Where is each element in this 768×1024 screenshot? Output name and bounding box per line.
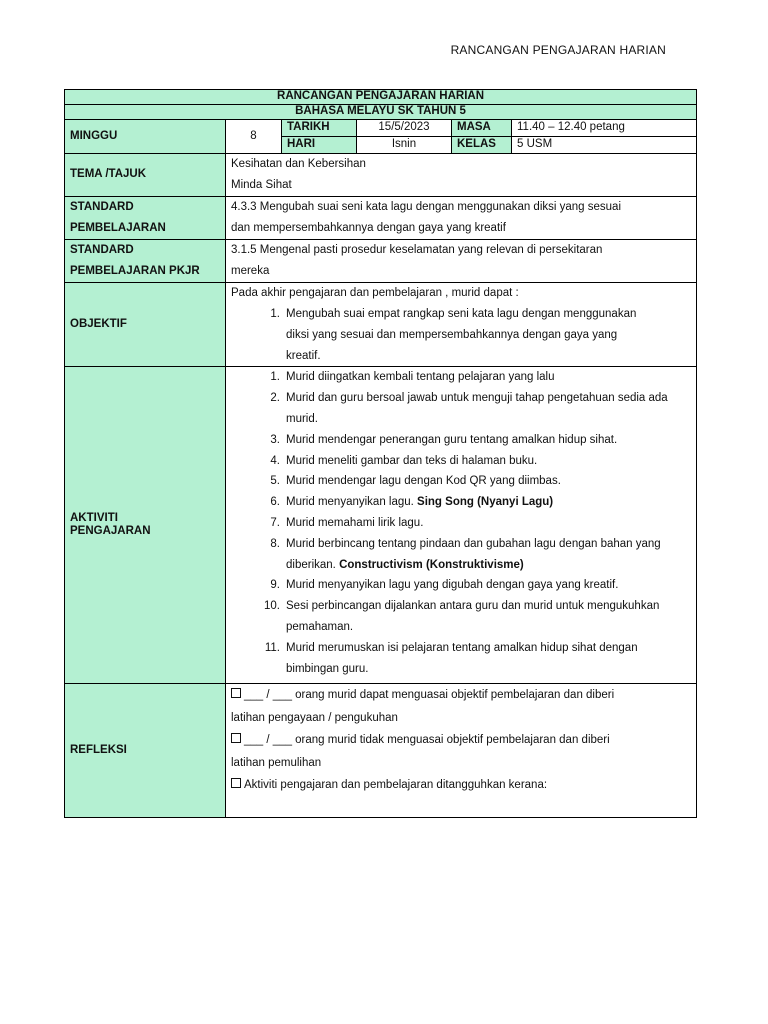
objektif-item-line: kreatif. — [286, 349, 321, 362]
aktiviti-item-plain: Murid mendengar lagu dengan Kod QR yang diimbas. — [286, 475, 561, 488]
minggu-label: MINGGU — [65, 120, 226, 154]
hari-value: Isnin — [357, 137, 452, 154]
plan-title: RANCANGAN PENGAJARAN HARIAN — [65, 90, 697, 105]
aktiviti-item-number: 8. — [270, 537, 280, 550]
kelas-label: KELAS — [452, 137, 512, 154]
aktiviti-item-plain: Murid mendengar penerangan guru tentang amalkan hidup sihat. — [286, 433, 618, 446]
aktiviti-item-text — [286, 471, 691, 492]
aktiviti-item-number: 10. — [264, 600, 280, 613]
refleksi-text: Aktiviti pengajaran dan pembelajaran ditangguhkan kerana: — [244, 779, 548, 792]
aktiviti-item-plain: Murid berbincang tentang pindaan dan gubahan lagu dengan bahan yang diberikan. — [286, 537, 661, 571]
aktiviti-item-text — [286, 638, 691, 680]
aktiviti-item-text — [286, 534, 691, 576]
aktiviti-content — [226, 367, 697, 684]
aktiviti-item-number: 9. — [270, 579, 280, 592]
refleksi-line — [231, 774, 691, 797]
standard-label — [65, 197, 226, 240]
aktiviti-item-number: 1. — [270, 371, 280, 384]
refleksi-row — [65, 684, 697, 818]
info-row-1 — [65, 120, 697, 137]
pkjr-line: mereka — [231, 265, 270, 277]
standard-content — [226, 197, 697, 240]
aktiviti-item-plain: Murid dan guru bersoal jawab untuk menguji tahap pengetahuan sedia ada murid. — [286, 392, 668, 425]
objektif-list — [231, 304, 691, 366]
aktiviti-item-number: 2. — [270, 392, 280, 405]
aktiviti-item — [231, 471, 691, 492]
tarikh-label: TARIKH — [282, 120, 357, 137]
aktiviti-item-plain: Murid memahami lirik lagu. — [286, 516, 424, 529]
objektif-row — [65, 283, 697, 367]
aktiviti-item-plain: Sesi perbincangan dijalankan antara guru dan murid untuk mengukuhkan pemahaman. — [286, 600, 660, 633]
aktiviti-item-number: 3. — [270, 433, 280, 446]
masa-value: 11.40 – 12.40 petang — [512, 120, 697, 137]
aktiviti-label-line: PENGAJARAN — [70, 525, 151, 538]
aktiviti-item-strategy: Constructivism (Konstruktivisme) — [339, 558, 524, 571]
hari-label: HARI — [282, 137, 357, 154]
pkjr-line: 3.1.5 Mengenal pasti prosedur keselamatan yang relevan di persekitaran — [231, 244, 603, 256]
aktiviti-item — [231, 513, 691, 534]
aktiviti-row — [65, 367, 697, 684]
aktiviti-item-text — [286, 430, 691, 451]
objektif-item-text — [286, 304, 691, 366]
standard-row — [65, 197, 697, 240]
aktiviti-item — [231, 638, 691, 680]
standard-line: 4.3.3 Mengubah suai seni kata lagu dengan menggunakan diksi yang sesuai — [231, 201, 622, 213]
refleksi-line — [231, 684, 691, 707]
pkjr-label-line: PEMBELAJARAN PKJR — [70, 265, 200, 277]
masa-label: MASA — [452, 120, 512, 137]
aktiviti-item — [231, 367, 691, 388]
document-header: RANCANGAN PENGAJARAN HARIAN — [450, 43, 666, 57]
tema-label: TEMA /TAJUK — [65, 154, 226, 197]
checkbox-icon — [231, 688, 241, 698]
standard-line: dan mempersembahkannya dengan gaya yang kreatif — [231, 222, 506, 234]
minggu-value: 8 — [226, 120, 282, 154]
aktiviti-item-number: 7. — [270, 516, 280, 529]
kelas-value: 5 USM — [512, 137, 697, 154]
aktiviti-item-text — [286, 492, 691, 513]
standard-label-line: PEMBELAJARAN — [70, 222, 166, 234]
objektif-item — [231, 304, 691, 366]
subtitle-row — [65, 105, 697, 120]
tema-row — [65, 154, 697, 197]
refleksi-text: ___ / ___ orang murid dapat menguasai objektif pembelajaran dan diberi — [244, 689, 615, 702]
refleksi-line — [231, 752, 691, 775]
aktiviti-item-number: 6. — [270, 496, 280, 509]
objektif-intro: Pada akhir pengajaran dan pembelajaran , murid dapat : — [231, 287, 519, 299]
aktiviti-item-text — [286, 575, 691, 596]
refleksi-label: REFLEKSI — [65, 684, 226, 818]
refleksi-line — [231, 729, 691, 752]
aktiviti-list — [231, 367, 691, 679]
aktiviti-item-number: 11. — [264, 641, 280, 654]
aktiviti-label-line: AKTIVITI — [70, 511, 118, 524]
objektif-item-line: Mengubah suai empat rangkap seni kata lagu dengan menggunakan — [286, 308, 637, 320]
aktiviti-item-plain: Murid diingatkan kembali tentang pelajaran yang lalu — [286, 371, 555, 384]
refleksi-text: latihan pengayaan / pengukuhan — [231, 711, 398, 724]
aktiviti-item — [231, 492, 691, 513]
aktiviti-item — [231, 430, 691, 451]
aktiviti-item-text — [286, 596, 691, 638]
pkjr-row — [65, 240, 697, 283]
aktiviti-item-text — [286, 388, 691, 430]
pkjr-content — [226, 240, 697, 283]
aktiviti-item-text — [286, 513, 691, 534]
refleksi-line — [231, 707, 691, 730]
tema-content — [226, 154, 697, 197]
aktiviti-item-strategy: Sing Song (Nyanyi Lagu) — [417, 496, 554, 509]
aktiviti-item-number: 4. — [270, 454, 280, 467]
tema-line: Kesihatan dan Kebersihan — [231, 158, 366, 170]
objektif-content — [226, 283, 697, 367]
standard-label-line: STANDARD — [70, 201, 134, 213]
aktiviti-item — [231, 388, 691, 430]
lesson-plan-table — [64, 89, 697, 818]
aktiviti-item — [231, 575, 691, 596]
objektif-item-number: 1. — [270, 308, 280, 320]
aktiviti-item — [231, 534, 691, 576]
aktiviti-item-text — [286, 451, 691, 472]
aktiviti-item-text — [286, 367, 691, 388]
aktiviti-item-plain: Murid menyanyikan lagu. — [286, 496, 418, 509]
tema-line: Minda Sihat — [231, 179, 292, 191]
aktiviti-item — [231, 451, 691, 472]
title-row — [65, 90, 697, 105]
refleksi-text: latihan pemulihan — [231, 756, 322, 769]
checkbox-icon — [231, 778, 241, 788]
aktiviti-item-plain: Murid meneliti gambar dan teks di halaman buku. — [286, 454, 538, 467]
aktiviti-item-plain: Murid menyanyikan lagu yang digubah dengan gaya yang kreatif. — [286, 579, 619, 592]
tarikh-value: 15/5/2023 — [357, 120, 452, 137]
plan-subtitle: BAHASA MELAYU SK TAHUN 5 — [65, 105, 697, 120]
objektif-label: OBJEKTIF — [65, 283, 226, 367]
objektif-item-line: diksi yang sesuai dan mempersembahkannya dengan gaya yang — [286, 328, 618, 341]
refleksi-text: ___ / ___ orang murid tidak menguasai objektif pembelajaran dan diberi — [244, 734, 610, 747]
aktiviti-item-number: 5. — [270, 475, 280, 488]
checkbox-icon — [231, 733, 241, 743]
pkjr-label-line: STANDARD — [70, 244, 134, 256]
aktiviti-item-plain: Murid merumuskan isi pelajaran tentang amalkan hidup sihat dengan bimbingan guru. — [286, 641, 638, 675]
pkjr-label — [65, 240, 226, 283]
refleksi-content — [226, 684, 697, 818]
aktiviti-item — [231, 596, 691, 638]
aktiviti-label — [65, 367, 226, 684]
